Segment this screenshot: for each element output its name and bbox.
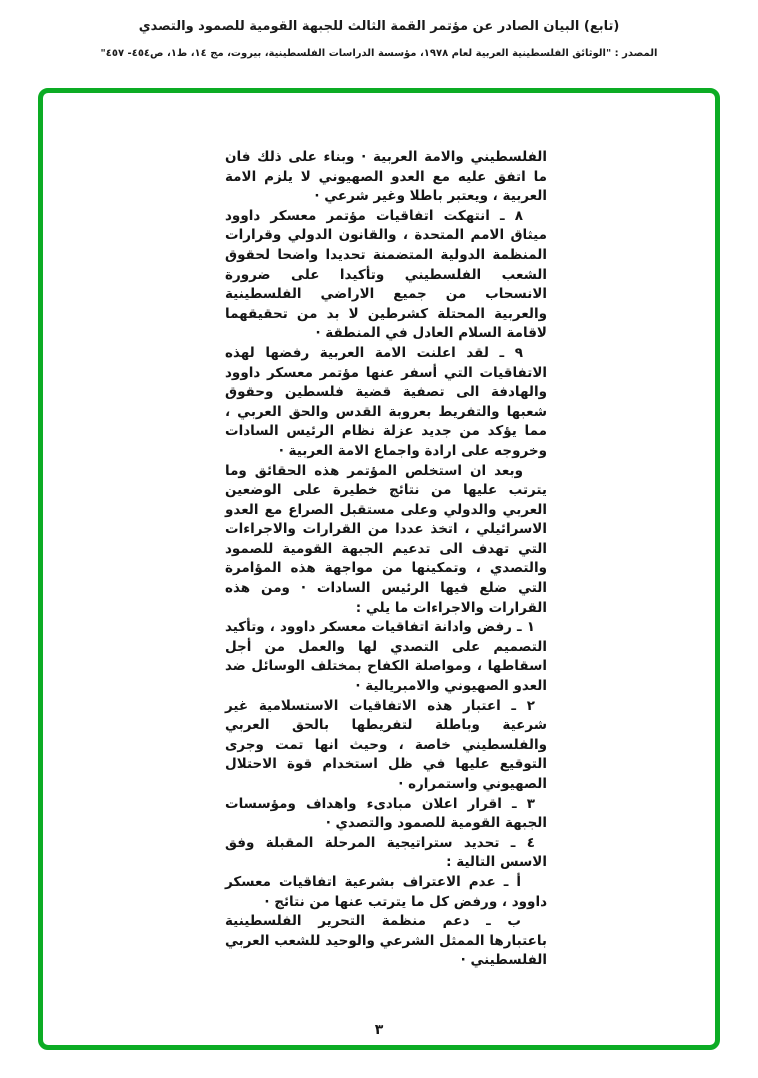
paragraph-item-9: ٩ ـ لقد اعلنت الامة العربية رفضها لهذه الاتفاقيات التي أسفر عنها مؤتمر معسكر داوود والهادفة الى تصفية قضية فلسطين وحقوق شعبها والتفريط بعروبة القدس والحق العربي ، مما يؤكد من جديد عزلة نظام الرئيس السادات وخروجه على ارادة واجماع الامة العربية ·	[225, 344, 547, 459]
document-title: (تابع) البيان الصادر عن مؤتمر القمة الثالث للجبهة القومية للصمود والتصدي	[138, 19, 620, 34]
paragraph-item-ba: ب ـ دعم منظمة التحرير الفلسطينية باعتبارها الممثل الشرعي والوحيد للشعب العربي الفلسطيني ·	[225, 913, 547, 969]
paragraph-item-8: ٨ ـ انتهكت اتفاقيات مؤتمر معسكر داوود ميثاق الامم المتحدة ، والقانون الدولي وقرارات المنظمة الدولية المتضمنة تحديدا واضحا لحقوق الشعب الفلسطيني وتأكيدا على ضرورة الانسحاب من جميع الاراضي الفلسطينية والعربية المحتلة كشرطين لا بد من تحقيقهما لاقامة السلام العادل في المنطقة ·	[225, 207, 547, 342]
paragraph-item-4: ٤ ـ تحديد ستراتيجية المرحلة المقبلة وفق الاسس التالية :	[225, 834, 547, 871]
document-source-line: المصدر : "الوثائق الفلسطينية العربية لعام ١٩٧٨، مؤسسة الدراسات الفلسطينية، بيروت، مج ١٤، ط١، ص٤٥٤- ٤٥٧"	[100, 48, 658, 59]
document-header	[0, 18, 758, 61]
page-number: ٣	[374, 1022, 384, 1038]
paragraph-item-1: ١ ـ رفض وادانة اتفاقيات معسكر داوود ، وتأكيد التصميم على التصدي لها والعمل من أجل اسقاطها ، ومواصلة الكفاح بمختلف الوسائل ضد العدو الصهيوني والامبريالية ·	[225, 619, 547, 695]
content-frame	[38, 88, 720, 1050]
paragraph-item-3: ٣ ـ اقرار اعلان مبادىء واهداف ومؤسسات الجبهة القومية للصمود والتصدي ·	[225, 795, 547, 832]
paragraph-continuation: الفلسطيني والامة العربية · وبناء على ذلك فان ما اتفق عليه مع العدو الصهيوني لا يلزم الامة العربية ، ويعتبر باطلا وغير شرعي ·	[225, 149, 547, 205]
paragraph-item-2: ٢ ـ اعتبار هذه الاتفاقيات الاستسلامية غير شرعية وباطلة لتفريطها بالحق العربي والفلسطيني خاصة ، وحيث انها تمت وجرى التوقيع عليها في ظل استخدام قوة الاحتلال الصهيوني واستمراره ·	[225, 697, 547, 792]
body-text-column	[225, 148, 547, 971]
paragraph-conclusion: وبعد ان استخلص المؤتمر هذه الحقائق وما يترتب عليها من نتائج خطيرة على الوضعين العربي والدولي وعلى مستقبل الصراع مع العدو الاسرائيلي ، اتخذ عددا من القرارات والاجراءات التي تهدف الى تدعيم الجبهة القومية للصمود والتصدي ، وتمكينها من مواجهة هذه المؤامرة التي ضلع فيها الرئيس السادات · ومن هذه القرارات والاجراءات ما يلي :	[225, 462, 547, 616]
paragraph-item-alef: أ ـ عدم الاعتراف بشرعية اتفاقيات معسكر داوود ، ورفض كل ما يترتب عنها من نتائج ·	[225, 873, 547, 910]
